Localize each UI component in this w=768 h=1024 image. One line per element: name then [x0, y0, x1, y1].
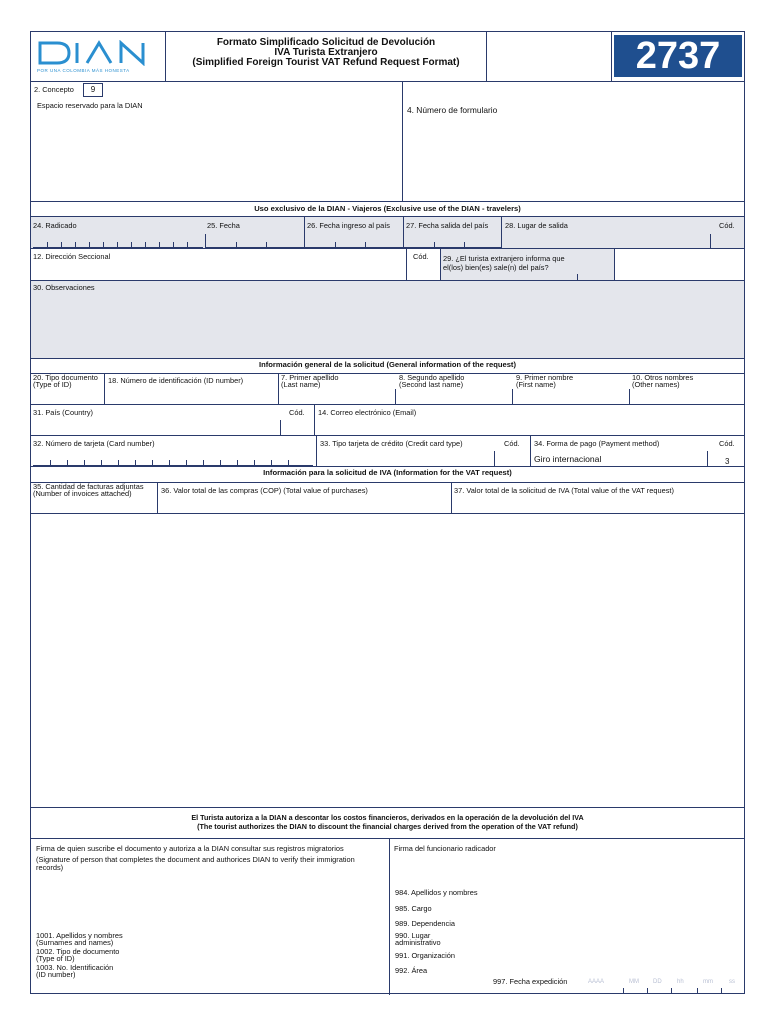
correo-label: 14. Correo electrónico (Email)	[318, 408, 417, 417]
forma-pago-value[interactable]: Giro internacional	[534, 454, 602, 464]
general-section-title: Información general de la solicitud (General information of the request)	[259, 360, 516, 369]
cod-pago-value[interactable]: 3	[725, 457, 730, 466]
primer-nombre-label-2: (First name)	[516, 380, 556, 389]
num-id-label: 18. Número de identificación (ID number)	[108, 376, 244, 385]
apellidos-label-2: (Surnames and names)	[36, 938, 114, 947]
lugar-salida-label: 28. Lugar de salida	[505, 221, 568, 230]
tipo-doc-label-1: 20. Tipo documento	[33, 373, 98, 382]
date-ticks[interactable]	[586, 988, 743, 994]
direccion-label: 12. Dirección Seccional	[33, 252, 111, 261]
fecha-ingreso-label: 26. Fecha ingreso al país	[307, 221, 390, 230]
no-id-label-2: (ID number)	[36, 970, 76, 979]
segundo-apellido-label-1: 8. Segundo apellido	[399, 373, 465, 382]
dian-logo	[37, 40, 161, 74]
numero-formulario-label: 4. Número de formulario	[407, 105, 498, 115]
concepto-value[interactable]: 9	[83, 83, 103, 97]
firma-funcionario-label: Firma del funcionario radicador	[394, 844, 496, 853]
segundo-apellido-label-2: (Second last name)	[399, 380, 464, 389]
firma-label-1: Firma de quien suscribe el documento y autoriza a la DIAN consultar sus registros migratorios	[36, 844, 344, 853]
cod-pago-label: Cód.	[719, 439, 735, 448]
apellidos-label-1: 1001. Apellidos y nombres	[36, 931, 123, 940]
turista-informa-label-1: 29. ¿El turista extranjero informa que	[443, 254, 565, 263]
pais-label: 31. País (Country)	[33, 408, 93, 417]
f992-label: 992. Área	[395, 966, 428, 975]
tipo-doc-sig-label-1: 1002. Tipo de documento	[36, 947, 120, 956]
radicado-label: 24. Radicado	[33, 221, 77, 230]
facturas-label-2: (Number of invoices attached)	[33, 489, 132, 498]
tax-form	[30, 31, 745, 994]
tipo-tarjeta-label: 33. Tipo tarjeta de crédito (Credit card type)	[320, 439, 463, 448]
no-id-label-1: 1003. No. Identificación	[36, 963, 114, 972]
otros-nombres-label-1: 10. Otros nombres	[632, 373, 694, 382]
primer-apellido-label-2: (Last name)	[281, 380, 321, 389]
reserved-label: Espacio reservado para la DIAN	[37, 101, 143, 110]
form-number-badge	[614, 35, 742, 77]
firma-label-2: (Signature of person that completes the document and authorices DIAN to verify their immigration	[36, 855, 355, 864]
f990-label-2: administrativo	[395, 938, 441, 947]
valor-compras-label: 36. Valor total de las compras (COP) (Total value of purchases)	[161, 486, 368, 495]
title-line-1: Formato Simplificado Solicitud de Devolución	[216, 37, 436, 48]
date-mm2: mm	[703, 979, 713, 985]
date-mm: MM	[629, 979, 639, 985]
f990-label-1: 990. Lugar	[395, 931, 431, 940]
tipo-doc-sig-label-2: (Type of ID)	[36, 954, 75, 963]
otros-nombres-label-2: (Other names)	[632, 380, 680, 389]
f997-label: 997. Fecha expedición	[493, 977, 568, 986]
cod-tarjeta-label: Cód.	[504, 439, 520, 448]
date-hh: hh	[677, 979, 684, 985]
concepto-label: 2. Concepto	[34, 85, 74, 94]
forma-pago-label: 34. Forma de pago (Payment method)	[534, 439, 660, 448]
primer-nombre-label-1: 9. Primer nombre	[516, 373, 574, 382]
title-line-2: IVA Turista Extranjero	[274, 47, 378, 58]
cod-pais-label: Cód.	[289, 408, 305, 417]
firma-label-3: records)	[36, 863, 64, 872]
logo-tagline: POR UNA COLOMBIA MÁS HONESTA	[37, 68, 130, 73]
fecha-label: 25. Fecha	[207, 221, 240, 230]
primer-apellido-label-1: 7. Primer apellido	[281, 373, 339, 382]
dian-logo-mark	[37, 40, 161, 66]
cod-label-2: Cód.	[413, 252, 429, 261]
tarjeta-label: 32. Número de tarjeta (Card number)	[33, 439, 155, 448]
fecha-salida-label: 27. Fecha salida del país	[406, 221, 489, 230]
observaciones-label: 30. Observaciones	[33, 283, 95, 292]
date-dd: DD	[653, 979, 662, 985]
vat-section-title: Información para la solicitud de IVA (Information for the VAT request)	[263, 468, 512, 477]
authorization-line-2: (The tourist authorizes the DIAN to discount the financial charges derived from the operation of the VAT refund)	[197, 822, 578, 831]
facturas-label-1: 35. Cantidad de facturas adjuntas	[33, 482, 144, 491]
header	[31, 32, 744, 82]
f991-label: 991. Organización	[395, 951, 455, 960]
turista-informa-label-2: el(los) bien(es) sale(n) del país?	[443, 263, 549, 272]
f984-label: 984. Apellidos y nombres	[395, 888, 478, 897]
f985-label: 985. Cargo	[395, 904, 432, 913]
date-ss: ss	[729, 979, 735, 985]
valor-solicitud-label: 37. Valor total de la solicitud de IVA (Total value of the VAT request)	[454, 486, 674, 495]
authorization-line-1: El Turista autoriza a la DIAN a descontar los costos financieros, derivados en la operación de la devolución del IVA	[191, 813, 584, 822]
cod-label-1: Cód.	[719, 221, 735, 230]
observaciones-field[interactable]	[31, 281, 744, 358]
tipo-doc-label-2: (Type of ID)	[33, 380, 72, 389]
form-number: 2737	[635, 35, 721, 77]
f989-label: 989. Dependencia	[395, 919, 455, 928]
date-aaaa: AAAA	[588, 979, 605, 985]
title-line-3: (Simplified Foreign Tourist VAT Refund Request Format)	[192, 57, 460, 68]
dian-section-title: Uso exclusivo de la DIAN - Viajeros (Exclusive use of the DIAN - travelers)	[254, 204, 521, 213]
form-title	[166, 38, 486, 68]
